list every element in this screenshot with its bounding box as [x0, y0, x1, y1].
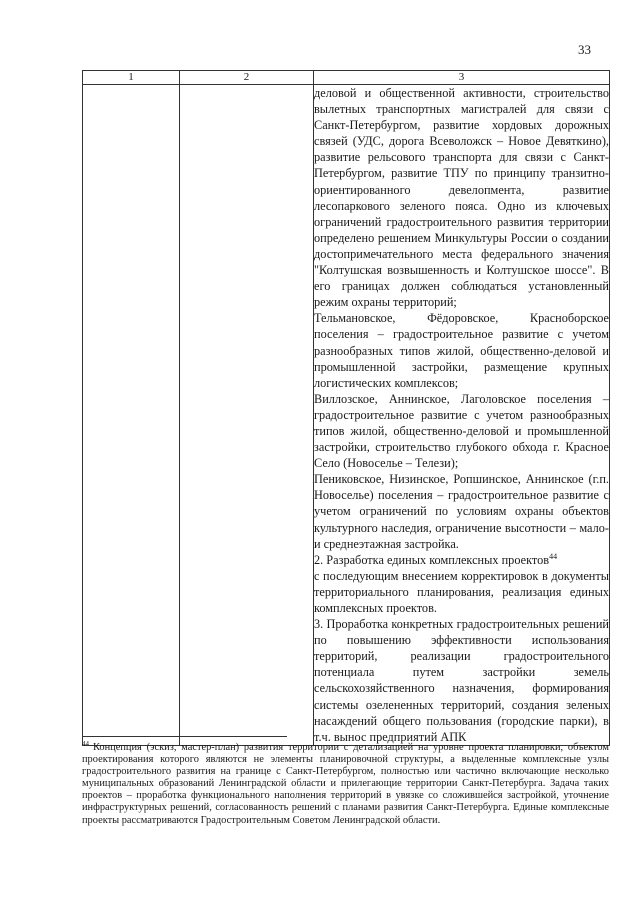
table-row [83, 85, 610, 746]
table-cell-col1 [83, 85, 180, 746]
paragraph-item-2-continued: с последующим внесением корректировок в документы территориального планирования, реализация единых комплексных проектов. [314, 568, 609, 615]
footnote [82, 742, 609, 827]
document-table [82, 70, 610, 746]
paragraph-telmanovskoe: Тельмановское, Фёдоровское, Красноборское поселения – градостроительное развитие с учетом разнообразных типов жилой, общественно-деловой и промышленной застройки, размещение крупных логистических комплексов; [314, 311, 609, 390]
paragraph-koltushi: деловой и общественной активности, строительство вылетных транспортных магистралей для связи с Санкт-Петербургом, развитие хордовых дорожных связей (УДС, дорога Всеволожск – Новое Девяткино), развитие рельсового транспорта для связи с Санкт-Петербургом, развитие ТПУ по принципу транзитно-ориентированного девелопмента, развитие лесопаркового зеленого пояса. Одно из ключевых ограничений градостроительного развития территории определено решением Минкультуры России о создании достопримечательного места федерального значения "Колтушская возвышенность и Колтушское шоссе". В его границах должен соблюдаться установленный режим охраны территорий; [314, 86, 609, 310]
column-header-2: 2 [180, 71, 314, 85]
paragraph-penikovskoe: Пениковское, Низинское, Ропшинское, Аннинское (г.п. Новоселье) поселения – градостроительное развитие с учетом ограничений по условиям охраны объектов культурного наследия, ограничение высотности – мало- и среднеэтажная застройка. [314, 472, 609, 551]
item-2-heading: 2. Разработка единых комплексных проектов [314, 552, 550, 567]
paragraph-item-3: 3. Проработка конкретных градостроительных решений по повышению эффективности использования территорий, реализации градостроительного потенциала путем застройки земель сельскохозяйственного назначения, формирования системы озелененных территорий, создания зеленых насаждений общего пользования (городские парки), в т.ч. вынос предприятий АПК [314, 617, 609, 744]
column-header-1: 1 [83, 71, 180, 85]
table-cell-col3 [314, 85, 610, 746]
column-header-3: 3 [314, 71, 610, 85]
footnote-text: Концепция (эскиз, мастер-план) развития территории с детализацией на уровне проекта планировки, объектом проектирования которого являются не элементы планировочной структуры, а выделенные комплексные узлы градостроительного развития на границе с Санкт-Петербургом, полностью или частично включающие несколько муниципальных образований Ленинградской области и прилегающие территории Санкт-Петербурга. Задача таких проектов – проработка функционального наполнения территорий в увязке со сложившейся застройкой, уточнение инфраструктурных решений, согласованность решений с планами развития Санкт-Петербурга. Единые комплексные проекты рассматриваются Градостроительным Советом Ленинградской области. [82, 742, 609, 826]
footnote-reference[interactable]: 44 [549, 551, 558, 561]
page-number: 33 [578, 42, 591, 57]
paragraph-villozskoe: Виллозское, Аннинское, Лаголовское поселения – градостроительное развитие с учетом разнообразных типов жилой, общественно-деловой и промышленной застройки, строительство глубокого обхода г. Красное Село (Новоселье – Телези); [314, 391, 609, 471]
paragraph-item-2 [314, 552, 609, 568]
footnote-divider [82, 736, 287, 737]
table-header-row [83, 71, 610, 85]
table-cell-col2 [180, 85, 314, 746]
footnote-marker: 44 [82, 740, 89, 748]
